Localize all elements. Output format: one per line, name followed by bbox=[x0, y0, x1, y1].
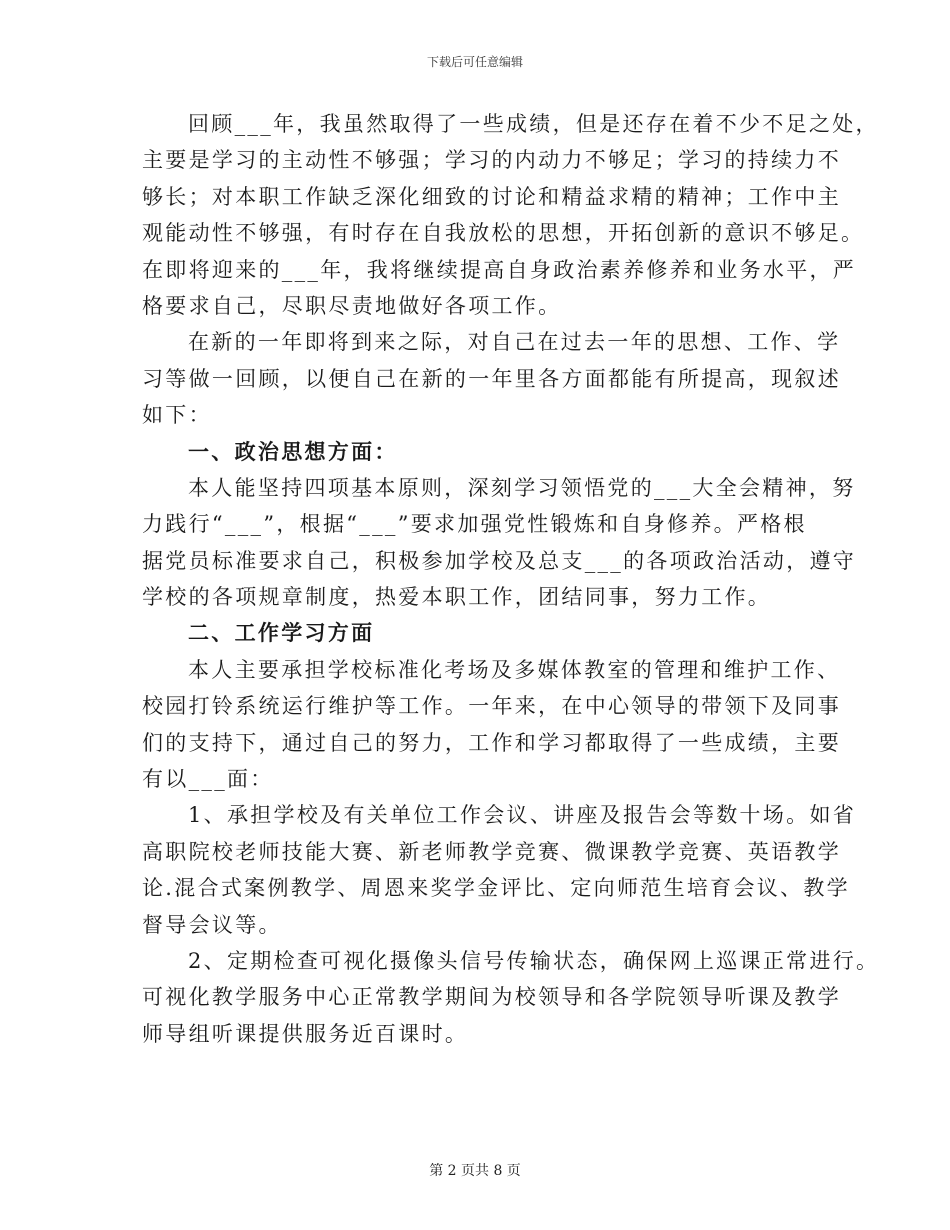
text-line: 师导组听课提供服务近百课时。 bbox=[142, 1021, 469, 1046]
text-line: 有以___面： bbox=[142, 767, 274, 792]
text-line: 本人主要承担学校标准化考场及多媒体教室的管理和维护工作、 bbox=[188, 657, 841, 682]
text-line: 论.混合式案例教学、周恩来奖学金评比、定向师范生培育会议、教学 bbox=[142, 876, 850, 901]
text-line: 格要求自己，尽职尽责地做好各项工作。 bbox=[142, 293, 562, 318]
text-line: 1、承担学校及有关单位工作会议、讲座及报告会等数十场。如省 bbox=[188, 803, 857, 828]
text-line: 回顾___年，我虽然取得了一些成绩，但是还存在着不少不足之处， bbox=[188, 112, 879, 136]
page-footer: 第 2 页共 8 页 bbox=[429, 1163, 521, 1179]
text-line: 观能动性不够强，有时存在自我放松的思想，开拓创新的意识不够足。 bbox=[142, 221, 865, 246]
text-line: 2、定期检查可视化摄像头信号传输状态，确保网上巡课正常进行。 bbox=[188, 948, 880, 973]
text-line: 如下： bbox=[142, 403, 212, 428]
text-line: 们的支持下，通过自己的努力，工作和学习都取得了一些成绩，主要 bbox=[142, 730, 841, 755]
text-line: 校园打铃系统运行维护等工作。一年来，在中心领导的带领下及同事 bbox=[142, 694, 841, 719]
text-line: 本人能坚持四项基本原则，深刻学习领悟党的___大全会精神，努 bbox=[188, 475, 856, 500]
section-heading: 二、工作学习方面 bbox=[188, 620, 375, 646]
text-line: 主要是学习的主动性不够强；学习的内动力不够足；学习的持续力不 bbox=[142, 148, 841, 173]
text-line: 可视化教学服务中心正常教学期间为校领导和各学院领导听课及教学 bbox=[142, 985, 841, 1010]
text-line: 据党员标准要求自己，积极参加学校及总支___的各项政治活动，遵守 bbox=[142, 548, 857, 573]
text-line: 力践行“___”，根据“___”要求加强党性锻炼和自身修养。严格根 bbox=[142, 512, 807, 537]
text-line: 学校的各项规章制度，热爱本职工作，团结同事，努力工作。 bbox=[142, 585, 772, 610]
page-header: 下载后可任意编辑 bbox=[426, 55, 523, 69]
text-line: 督导会议等。 bbox=[142, 912, 282, 937]
document-body bbox=[142, 106, 880, 1052]
text-line: 在新的一年即将到来之际，对自己在过去一年的思想、工作、学 bbox=[188, 330, 841, 355]
text-line: 够长；对本职工作缺乏深化细致的讨论和精益求精的精神；工作中主 bbox=[142, 184, 841, 209]
text-line: 在即将迎来的___年，我将继续提高自身政治素养修养和业务水平，严 bbox=[142, 257, 857, 282]
text-line: 高职院校老师技能大赛、新老师教学竞赛、微课教学竞赛、英语教学 bbox=[142, 839, 841, 864]
section-heading: 一、政治思想方面： bbox=[188, 438, 398, 464]
text-line: 习等做一回顾，以便自己在新的一年里各方面都能有所提高，现叙述 bbox=[142, 366, 841, 391]
